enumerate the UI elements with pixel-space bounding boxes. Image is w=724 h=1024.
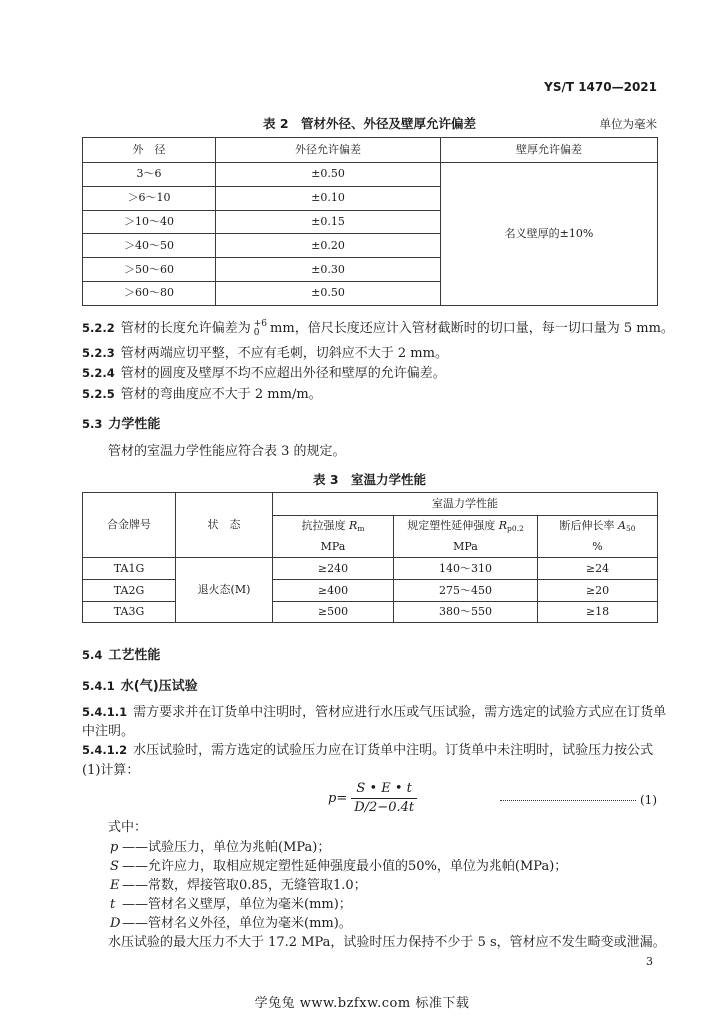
table-2-cell-outer-diameter: ＞40～50	[83, 234, 216, 258]
table-3-header-yield	[394, 516, 538, 558]
symbol-definition	[110, 896, 352, 914]
table-2-cell-outer-diameter: ＞60～80	[83, 281, 216, 305]
header-label: 断后伸长率	[559, 519, 615, 532]
section-number: 5.4.1	[82, 679, 115, 693]
symbol-definition	[110, 839, 330, 857]
clause-5-4-1-1	[82, 703, 666, 722]
table-2-cell-outer-tolerance: ±0.50	[216, 281, 441, 305]
symbol-definition	[110, 858, 567, 876]
table-2-cell-wall-tolerance: 名义壁厚的±10%	[441, 163, 658, 306]
table-3-cell-grade: TA3G	[83, 602, 176, 623]
header-subscript: p0.2	[507, 524, 524, 533]
section-heading-5-4-1	[82, 677, 198, 696]
table-3-header-elongation	[538, 516, 658, 558]
clause-number: 5.2.3	[82, 346, 115, 360]
table-3-header-temper: 状 态	[176, 493, 273, 558]
table-2-cell-outer-diameter: ＞6～10	[83, 186, 216, 210]
table-3-cell-elongation: ≥20	[538, 580, 658, 602]
clause-text: 管材两端应切平整，不应有毛刺，切斜应不大于 2 mm。	[120, 346, 448, 361]
table-row	[83, 602, 658, 623]
header-unit: %	[592, 540, 603, 553]
clause-5-4-1-2	[82, 741, 653, 760]
table-3-cell-yield: 140～310	[394, 558, 538, 580]
table-2-cell-outer-diameter: ＞50～60	[83, 258, 216, 282]
table-2-cell-outer-tolerance: ±0.15	[216, 210, 441, 234]
clause-text: 管材的长度允许偏差为	[120, 321, 251, 336]
table-row	[83, 580, 658, 602]
formula-denominator: D/2−0.4t	[354, 800, 415, 815]
header-unit: MPa	[320, 540, 346, 553]
table-3	[82, 492, 658, 623]
clause-text: 水压试验时，需方选定的试验压力应在订货单中注明。订货单中未注明时，试验压力按公式	[133, 743, 654, 758]
symbol-description: ——常数，焊接管取0.85，无缝管取1.0；	[122, 878, 367, 893]
clause-number: 5.2.2	[82, 321, 115, 335]
section-title: 水(气)压试验	[120, 679, 198, 694]
equation-number: (1)	[640, 793, 657, 807]
clause-number: 5.2.4	[82, 366, 115, 380]
table-2-cell-outer-diameter: 3～6	[83, 163, 216, 187]
table-3-cell-tensile: ≥400	[273, 580, 394, 602]
tolerance-upper: +6	[253, 318, 268, 329]
symbol: t	[110, 897, 116, 912]
clause-5-4-1-2-continued: (1)计算：	[82, 763, 140, 778]
tolerance-lower: 0	[253, 327, 260, 338]
length-tolerance	[254, 320, 267, 338]
paragraph: 管材的室温力学性能应符合表 3 的规定。	[108, 444, 346, 459]
table-3-header-group: 室温力学性能	[273, 493, 658, 516]
table-3-cell-yield: 380～550	[394, 602, 538, 623]
table-2-header-wall-tolerance: 壁厚允许偏差	[441, 138, 658, 163]
symbol-description: ——管材名义外径，单位为毫米(mm)。	[122, 916, 352, 931]
formula-numerator: S • E • t	[351, 781, 417, 799]
table-2-caption: 表 2 管材外径、外径及壁厚允许偏差	[262, 116, 477, 131]
table-3-cell-tensile: ≥240	[273, 558, 394, 580]
symbol: D	[110, 916, 121, 931]
table-2-cell-outer-tolerance: ±0.30	[216, 258, 441, 282]
table-row	[83, 558, 658, 580]
page-number: 3	[646, 955, 653, 968]
clause-text: 管材的弯曲度应不大于 2 mm/m。	[120, 387, 322, 402]
symbol-description: ——试验压力，单位为兆帕(MPa)；	[122, 840, 331, 855]
table-3-cell-tensile: ≥500	[273, 602, 394, 623]
header-subscript: m	[357, 524, 365, 533]
clause-text: mm，倍尺长度还应计入管材截断时的切口量，每一切口量为 5 mm。	[270, 321, 674, 336]
symbol-description: ——管材名义壁厚，单位为毫米(mm)；	[122, 897, 352, 912]
header-label: 抗拉强度	[301, 519, 346, 532]
section-title: 力学性能	[108, 417, 161, 432]
table-3-cell-elongation: ≥24	[538, 558, 658, 580]
header-unit: MPa	[453, 540, 478, 553]
clause-5-2-3	[82, 344, 448, 363]
formula-fraction	[349, 781, 419, 816]
clause-5-2-5	[82, 385, 322, 404]
standard-code: YS/T 1470—2021	[544, 80, 657, 94]
symbol-definition	[110, 915, 352, 933]
table-row	[83, 163, 658, 187]
table-2-cell-outer-tolerance: ±0.10	[216, 186, 441, 210]
table-2	[82, 137, 658, 306]
table-3-cell-elongation: ≥18	[538, 602, 658, 623]
table-3-cell-grade: TA1G	[83, 558, 176, 580]
clause-5-2-2	[82, 319, 674, 338]
table-3-header-grade: 合金牌号	[83, 493, 176, 558]
section-heading-5-3	[82, 415, 160, 434]
symbol: E	[110, 878, 120, 893]
table-2-unit: 单位为毫米	[599, 117, 657, 131]
equation-number-leader	[500, 791, 657, 809]
dot-leader	[500, 800, 636, 801]
symbol: S	[110, 859, 119, 874]
section-number: 5.3	[82, 417, 103, 431]
table-3-cell-grade: TA2G	[83, 580, 176, 602]
table-2-cell-outer-tolerance: ±0.50	[216, 163, 441, 187]
clause-number: 5.2.5	[82, 387, 115, 401]
table-3-header-tensile	[273, 516, 394, 558]
table-3-header-row	[83, 493, 658, 516]
table-2-header-outer-tolerance: 外径允许偏差	[216, 138, 441, 163]
table-2-cell-outer-diameter: ＞10～40	[83, 210, 216, 234]
section-heading-5-4	[82, 646, 160, 665]
where-label: 式中：	[108, 820, 148, 835]
section-number: 5.4	[82, 648, 103, 662]
clause-5-4-1-1-continued: 中注明。	[82, 724, 135, 739]
pressure-note: 水压试验的最大压力不大于 17.2 MPa，试验时压力保持不少于 5 s，管材应不发生畸变或泄漏。	[108, 935, 666, 950]
table-2-header-outer-diameter: 外 径	[83, 138, 216, 163]
clause-5-2-4	[82, 364, 446, 383]
clause-text: 管材的圆度及壁厚不均不应超出外径和壁厚的允许偏差。	[120, 366, 446, 381]
footer-watermark: 学兔兔 www.bzfxw.com 标准下载	[254, 996, 470, 1011]
section-title: 工艺性能	[108, 648, 161, 663]
symbol-definition	[110, 877, 367, 895]
clause-text: 需方要求并在订货单中注明时，管材应进行水压或气压试验，需方选定的试验方式应在订货单	[133, 705, 667, 720]
header-symbol: A	[618, 519, 626, 532]
symbol: p	[110, 840, 119, 855]
header-symbol: R	[349, 519, 358, 532]
clause-number: 5.4.1.1	[82, 705, 128, 719]
table-3-cell-temper: 退火态(M)	[176, 558, 273, 623]
header-symbol: R	[498, 519, 508, 532]
header-subscript: 50	[625, 524, 636, 533]
symbol-description: ——允许应力，取相应规定塑性延伸强度最小值的50%，单位为兆帕(MPa)；	[122, 859, 568, 874]
header-label: 规定塑性延伸强度	[407, 519, 496, 532]
table-2-cell-outer-tolerance: ±0.20	[216, 234, 441, 258]
table-3-cell-yield: 275～450	[394, 580, 538, 602]
pressure-formula	[328, 781, 419, 816]
formula-lhs: p	[328, 791, 337, 806]
table-2-header-row	[83, 138, 658, 163]
formula-equals: =	[336, 791, 348, 806]
table-3-caption: 表 3 室温力学性能	[312, 472, 427, 487]
clause-number: 5.4.1.2	[82, 743, 128, 757]
